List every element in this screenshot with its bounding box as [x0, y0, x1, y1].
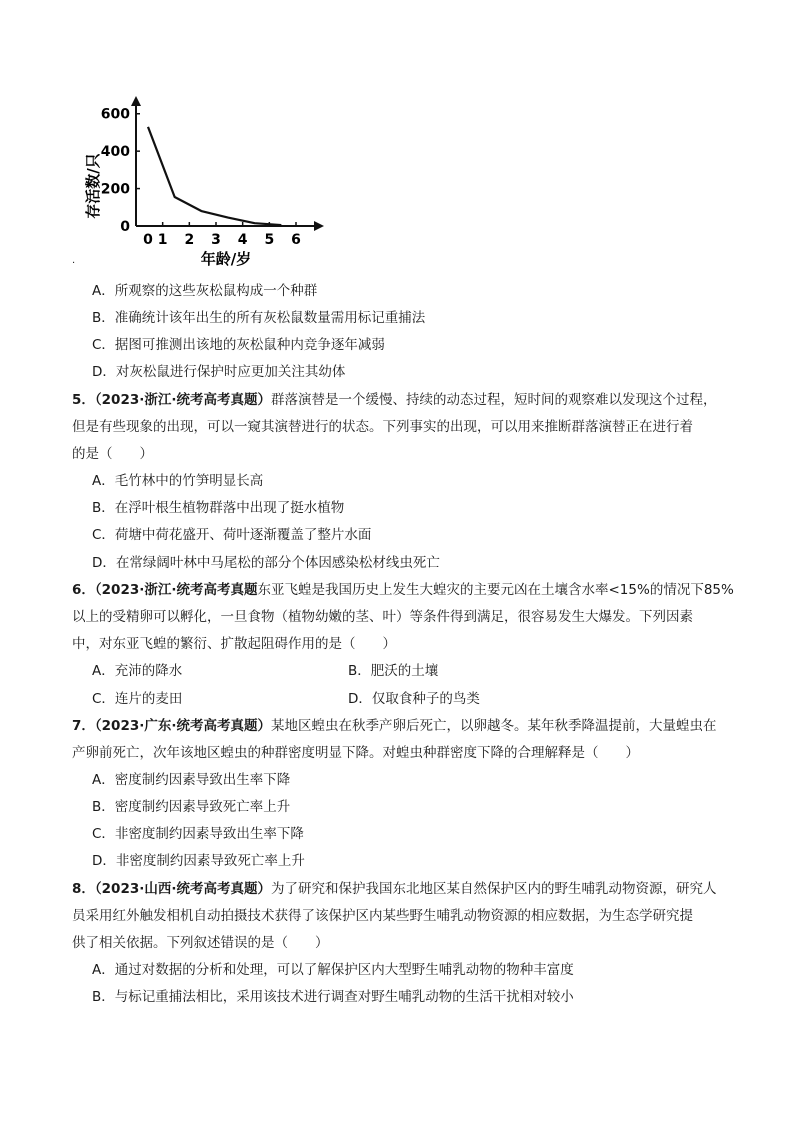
survival-line: [148, 127, 281, 225]
q8-stem-line-3: 供了相关依据。下列叙述错误的是（ ）: [72, 935, 329, 951]
y-axis-label: 存活数/只: [84, 153, 102, 219]
q5-option-d[interactable]: D．在常绿阔叶林中马尾松的部分个体因感染松材线虫死亡: [92, 555, 440, 571]
x-tick-label: 5: [264, 232, 275, 248]
x-axis-arrow: [314, 221, 324, 231]
q7-stem-line-1: [72, 716, 717, 736]
q6-option-d[interactable]: D．仅取食种子的鸟类: [348, 691, 480, 707]
survival-curve-chart: [70, 94, 330, 270]
q5-source: （2023·浙江·统考高考真题）: [94, 392, 271, 408]
q7-option-b[interactable]: B．密度制约因素导致死亡率上升: [92, 799, 291, 815]
q7-number: 7．: [72, 718, 95, 734]
x-tick-label: 2: [184, 232, 195, 248]
x-tick-label: 0: [143, 232, 153, 248]
y-tick-label: 0: [120, 219, 130, 235]
y-axis-arrow: [131, 96, 141, 106]
stray-dot: .: [72, 255, 76, 266]
q7-option-a[interactable]: A．密度制约因素导致出生率下降: [92, 772, 291, 788]
q4-option-b[interactable]: B．准确统计该年出生的所有灰松鼠数量需用标记重捕法: [92, 310, 426, 326]
chart-axes: [131, 96, 324, 231]
q4-option-d[interactable]: D．对灰松鼠进行保护时应更加关注其幼体: [92, 364, 346, 380]
q5-stem-line-1: [72, 390, 717, 410]
q8-number: 8．: [72, 881, 95, 897]
q4-option-c[interactable]: C．据图可推测出该地的灰松鼠种内竞争逐年减弱: [92, 337, 385, 353]
q5-option-c[interactable]: C．荷塘中荷花盛开、荷叶逐渐覆盖了整片水面: [92, 527, 372, 543]
q6-option-c[interactable]: C．连片的麦田: [92, 691, 183, 707]
x-tick-label: 4: [237, 232, 248, 248]
q7-option-c[interactable]: C．非密度制约因素导致出生率下降: [92, 826, 304, 842]
q4-option-a[interactable]: A．所观察的这些灰松鼠构成一个种群: [92, 283, 318, 299]
q6-option-b[interactable]: B．肥沃的土壤: [348, 663, 439, 679]
chart-series: [148, 127, 281, 225]
y-tick-label: 200: [100, 181, 130, 198]
q6-stem-line-1: [72, 580, 734, 600]
q5-option-b[interactable]: B．在浮叶根生植物群落中出现了挺水植物: [92, 500, 345, 516]
x-tick-label: 6: [291, 232, 301, 248]
q5-option-a[interactable]: A．毛竹林中的竹笋明显长高: [92, 473, 264, 489]
q5-text: 群落演替是一个缓慢、持续的动态过程，短时间的观察难以发现这个过程，: [271, 392, 717, 408]
q8-option-b[interactable]: B．与标记重捕法相比，采用该技术进行调查对野生哺乳动物的生活干扰相对较小: [92, 989, 574, 1005]
q6-stem-line-3: 中，对东亚飞蝗的繁衍、扩散起阻碍作用的是（ ）: [72, 636, 396, 652]
q8-stem-line-2: 员采用红外触发相机自动拍摄技术获得了该保护区内某些野生哺乳动物资源的相应数据，为生态学研究提: [72, 908, 693, 924]
y-tick-label: 400: [100, 144, 130, 161]
q5-stem-line-3: 的是（ ）: [72, 446, 153, 462]
y-tick-label: 600: [100, 106, 130, 123]
q8-option-a[interactable]: A．通过对数据的分析和处理，可以了解保护区内大型野生哺乳动物的物种丰富度: [92, 962, 574, 978]
q7-stem-line-2: 产卵前死亡，次年该地区蝗虫的种群密度明显下降。对蝗虫种群密度下降的合理解释是（ ）: [72, 745, 639, 761]
x-axis-label: 年龄/岁: [200, 250, 252, 268]
q6-option-a[interactable]: A．充沛的降水: [92, 663, 183, 679]
x-tick-label: 1: [157, 232, 168, 248]
q8-stem-line-1: [72, 879, 717, 899]
x-tick-label: 3: [211, 232, 221, 248]
q7-text: 某地区蝗虫在秋季产卵后死亡，以卵越冬。某年秋季降温提前，大量蝗虫在: [271, 718, 717, 734]
q8-text: 为了研究和保护我国东北地区某自然保护区内的野生哺乳动物资源，研究人: [271, 881, 717, 897]
q5-number: 5．: [72, 392, 95, 408]
q6-stem-line-2: 以上的受精卵可以孵化，一旦食物（植物幼嫩的茎、叶）等条件得到满足，很容易发生大爆发。下列因素: [72, 609, 693, 625]
q6-source: （2023·浙江·统考高考真题: [94, 582, 258, 598]
q7-option-d[interactable]: D．非密度制约因素导致死亡率上升: [92, 853, 305, 869]
q6-text: 东亚飞蝗是我国历史上发生大蝗灾的主要元凶在土壤含水率<15%的情况下85%: [257, 582, 734, 598]
q6-number: 6．: [72, 582, 95, 598]
q5-stem-line-2: 但是有些现象的出现，可以一窥其演替进行的状态。下列事实的出现，可以用来推断群落演替正在进行着: [72, 419, 693, 435]
q8-source: （2023·山西·统考高考真题）: [94, 881, 271, 897]
q7-source: （2023·广东·统考高考真题）: [94, 718, 271, 734]
